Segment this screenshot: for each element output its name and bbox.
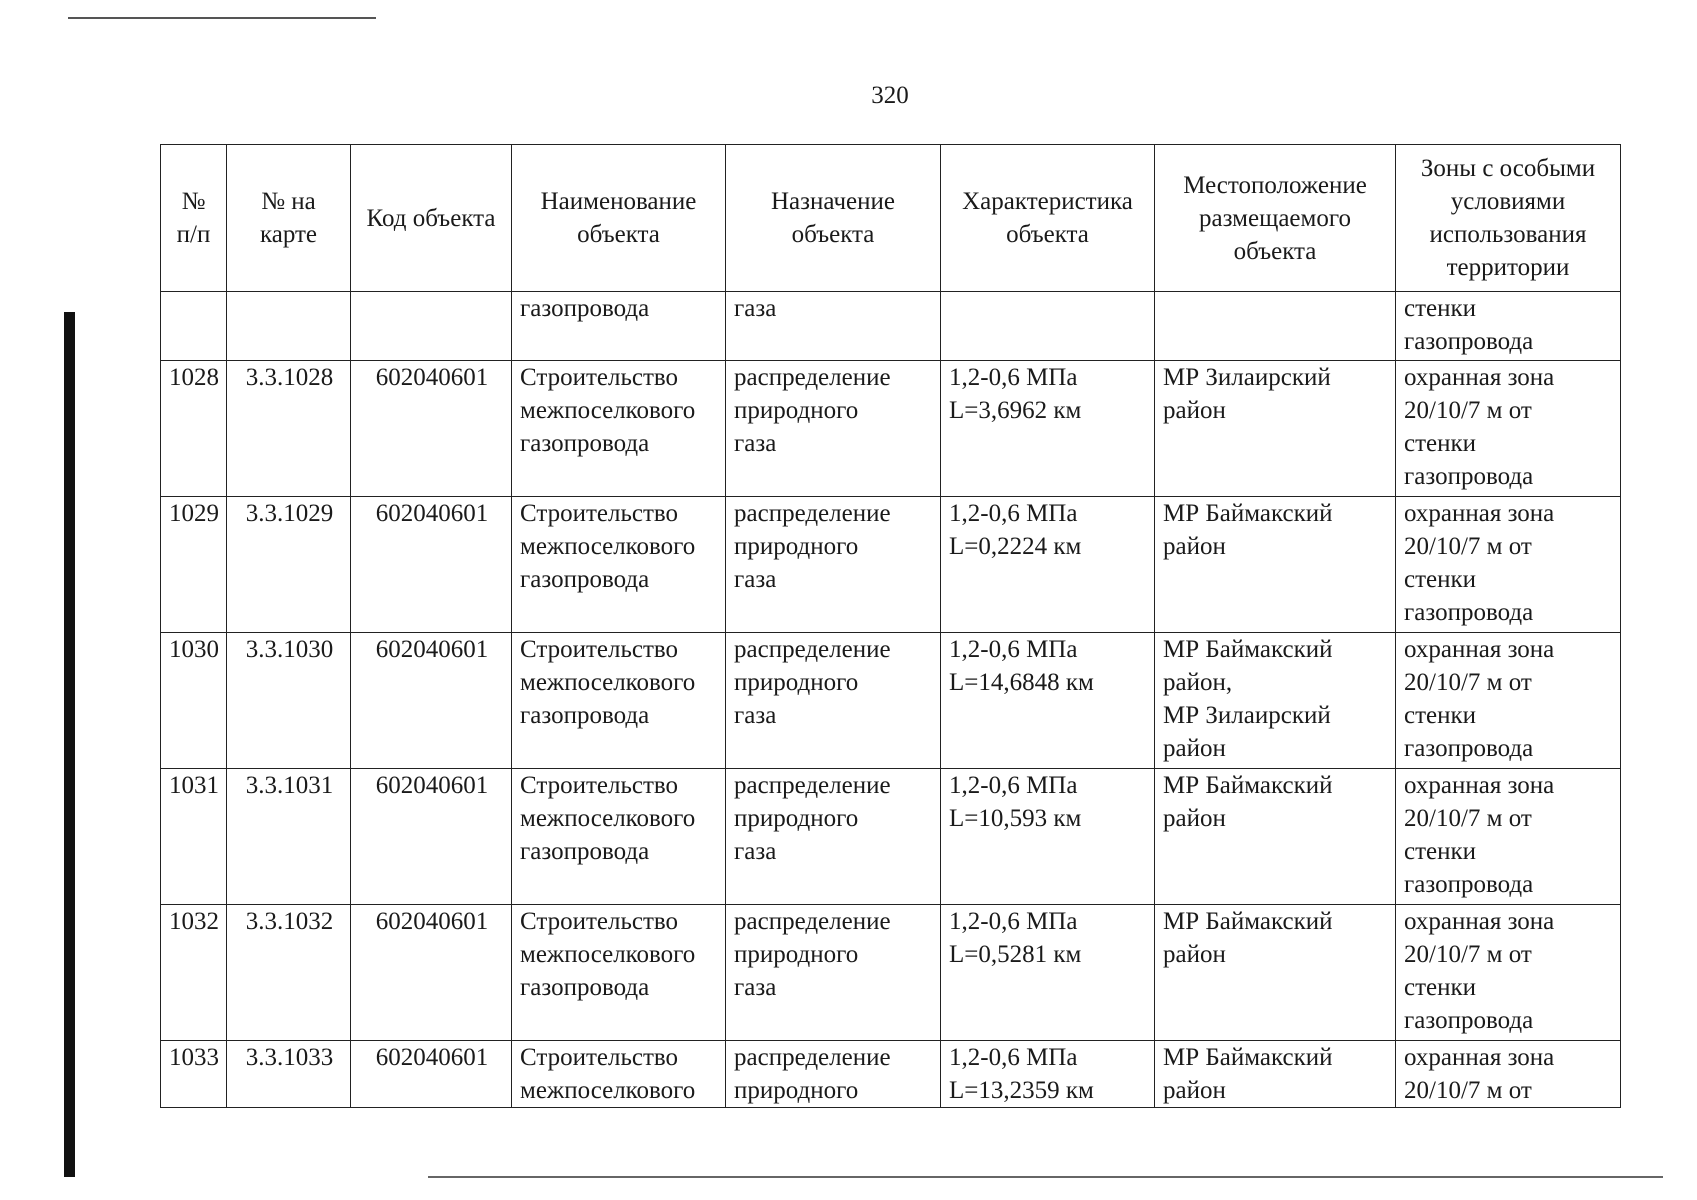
cell-zone: стенки газопровода: [1396, 292, 1621, 361]
header-object-name: Наименование объекта: [512, 145, 726, 292]
cell-spec: 1,2-0,6 МПа L=13,2359 км: [941, 1041, 1155, 1108]
cell-map: 3.3.1031: [227, 769, 351, 905]
header-row-number: № п/п: [161, 145, 227, 292]
cell-name: Строительство межпоселкового: [512, 1041, 726, 1108]
cell-code: 602040601: [351, 633, 512, 769]
header-object-location: Местоположение размещаемого объекта: [1155, 145, 1396, 292]
table-row: [161, 1041, 1621, 1108]
cell-num: 1031: [161, 769, 227, 905]
cell-zone: охранная зона 20/10/7 м от стенки газопровода: [1396, 633, 1621, 769]
cell-code: [351, 292, 512, 361]
cell-location: МР Баймакский район: [1155, 905, 1396, 1041]
page-number: 320: [871, 82, 909, 109]
cell-purpose: распределение природного газа: [726, 497, 941, 633]
cell-name: Строительство межпоселкового газопровода: [512, 361, 726, 497]
table-header-row: [161, 145, 1621, 292]
table-row-continuation: [161, 292, 1621, 361]
cell-num: 1032: [161, 905, 227, 1041]
table-row: [161, 769, 1621, 905]
header-object-purpose: Назначение объекта: [726, 145, 941, 292]
cell-location: МР Зилаирский район: [1155, 361, 1396, 497]
table-row: [161, 905, 1621, 1041]
cell-location: МР Баймакский район, МР Зилаирский район: [1155, 633, 1396, 769]
table-row: [161, 633, 1621, 769]
cell-zone: охранная зона 20/10/7 м от стенки газопровода: [1396, 361, 1621, 497]
table-row: [161, 497, 1621, 633]
cell-code: 602040601: [351, 769, 512, 905]
cell-name: Строительство межпоселкового газопровода: [512, 497, 726, 633]
cell-num: 1028: [161, 361, 227, 497]
cell-map: 3.3.1029: [227, 497, 351, 633]
cell-purpose: распределение природного газа: [726, 769, 941, 905]
header-map-number: № на карте: [227, 145, 351, 292]
cell-purpose: распределение природного газа: [726, 905, 941, 1041]
cell-location: МР Баймакский район: [1155, 1041, 1396, 1108]
header-object-spec: Характеристика объекта: [941, 145, 1155, 292]
cell-code: 602040601: [351, 905, 512, 1041]
cell-spec: 1,2-0,6 МПа L=14,6848 км: [941, 633, 1155, 769]
scan-edge-bar-left: [64, 312, 75, 1177]
cell-num: [161, 292, 227, 361]
cell-map: 3.3.1028: [227, 361, 351, 497]
header-object-code: Код объекта: [351, 145, 512, 292]
cell-num: 1030: [161, 633, 227, 769]
cell-code: 602040601: [351, 497, 512, 633]
cell-name: Строительство межпоселкового газопровода: [512, 769, 726, 905]
cell-map: 3.3.1030: [227, 633, 351, 769]
cell-spec: 1,2-0,6 МПа L=10,593 км: [941, 769, 1155, 905]
cell-map: [227, 292, 351, 361]
cell-spec: 1,2-0,6 МПа L=0,2224 км: [941, 497, 1155, 633]
cell-num: 1033: [161, 1041, 227, 1108]
table-row: [161, 361, 1621, 497]
cell-spec: 1,2-0,6 МПа L=3,6962 км: [941, 361, 1155, 497]
cell-zone: охранная зона 20/10/7 м от стенки газопровода: [1396, 769, 1621, 905]
cell-zone: охранная зона 20/10/7 м от: [1396, 1041, 1621, 1108]
cell-name: газопровода: [512, 292, 726, 361]
objects-table: [160, 144, 1621, 1108]
cell-spec: 1,2-0,6 МПа L=0,5281 км: [941, 905, 1155, 1041]
cell-purpose: распределение природного газа: [726, 361, 941, 497]
cell-zone: охранная зона 20/10/7 м от стенки газопровода: [1396, 905, 1621, 1041]
cell-purpose: распределение природного: [726, 1041, 941, 1108]
cell-name: Строительство межпоселкового газопровода: [512, 905, 726, 1041]
cell-code: 602040601: [351, 361, 512, 497]
cell-purpose: газа: [726, 292, 941, 361]
header-special-zones: Зоны с особыми условиями использования территории: [1396, 145, 1621, 292]
cell-zone: охранная зона 20/10/7 м от стенки газопровода: [1396, 497, 1621, 633]
cell-location: МР Баймакский район: [1155, 769, 1396, 905]
cell-purpose: распределение природного газа: [726, 633, 941, 769]
scan-edge-line-bottom: [428, 1176, 1663, 1178]
cell-location: МР Баймакский район: [1155, 497, 1396, 633]
cell-map: 3.3.1033: [227, 1041, 351, 1108]
cell-code: 602040601: [351, 1041, 512, 1108]
cell-num: 1029: [161, 497, 227, 633]
cell-spec: [941, 292, 1155, 361]
cell-map: 3.3.1032: [227, 905, 351, 1041]
scan-edge-line-top: [68, 17, 376, 19]
cell-name: Строительство межпоселкового газопровода: [512, 633, 726, 769]
cell-location: [1155, 292, 1396, 361]
